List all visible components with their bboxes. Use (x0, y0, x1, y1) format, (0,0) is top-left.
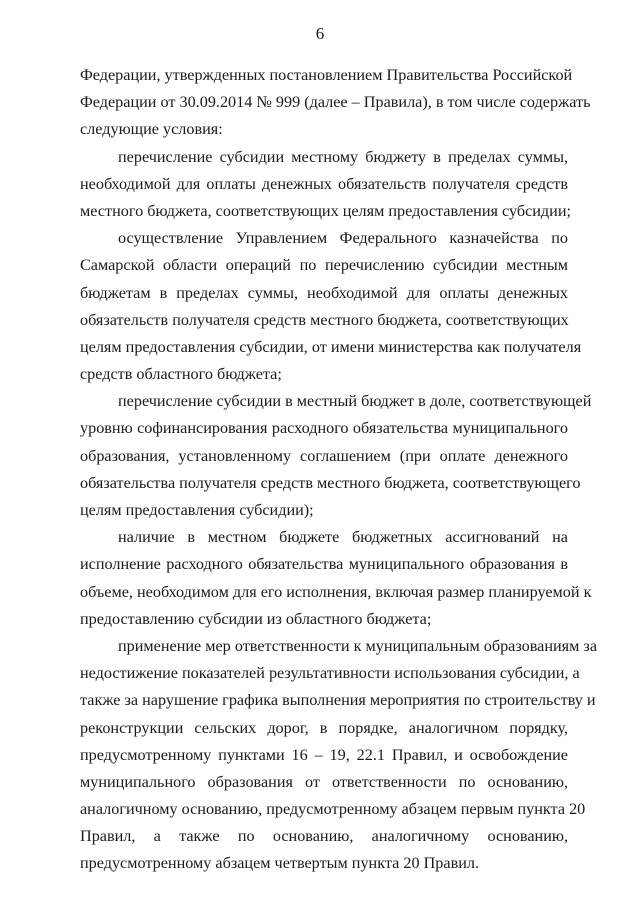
text-line: наличие в местном бюджете бюджетных ассигнований на (118, 528, 568, 547)
text-line: муниципального образования от ответственности по основанию, (80, 772, 568, 791)
document-body (80, 64, 598, 880)
text-line: уровню софинансирования расходного обязательства муниципального (80, 419, 568, 438)
paragraph (80, 390, 592, 526)
text-line: предусмотренному пунктами 16 – 19, 22.1 Правил, и освобождение (80, 745, 568, 764)
text-line: Правил, а также по основанию, аналогичному основанию, (80, 827, 568, 846)
text-line: также за нарушение графика выполнения мероприятия по строительству и (80, 691, 596, 710)
text-line: местного бюджета, соответствующих целям предоставления субсидии; (80, 201, 571, 220)
text-line: предусмотренному абзацем четвертым пункта 20 Правил. (80, 854, 480, 873)
text-line: недостижение показателей результативности использования субсидии, а (80, 664, 580, 683)
text-line: реконструкции сельских дорог, в порядке, аналогичном порядку, (80, 718, 568, 737)
text-line: перечисление субсидии в местный бюджет в доле, соответствующей (118, 392, 592, 411)
paragraph (80, 635, 598, 880)
text-line: исполнение расходного обязательства муниципального образования в (80, 555, 568, 574)
paragraph (80, 526, 592, 635)
text-line: образования, установленному соглашением (при оплате денежного (80, 446, 568, 465)
text-line: средств областного бюджета; (80, 365, 282, 384)
text-line: необходимой для оплаты денежных обязательств получателя средств (80, 174, 568, 193)
text-line: Самарской области операций по перечислению субсидии местным (80, 256, 568, 275)
page-number: 6 (315, 24, 325, 43)
text-line: обязательств получателя средств местного бюджета, соответствующих (80, 310, 569, 329)
text-line: следующие условия: (80, 120, 223, 139)
text-line: применение мер ответственности к муниципальным образованиям за (118, 636, 598, 655)
text-line: предоставлению субсидии из областного бюджета; (80, 609, 432, 628)
text-line: объеме, необходимом для его исполнения, включая размер планируемой к (80, 582, 592, 601)
text-line: аналогичному основанию, предусмотренному абзацем первым пункта 20 (80, 800, 586, 819)
paragraph (80, 64, 591, 146)
text-line: Федерации, утвержденных постановлением Правительства Российской (80, 66, 573, 84)
paragraph (80, 146, 571, 228)
text-line: целям предоставления субсидии, от имени министерства как получателя (80, 337, 582, 356)
text-line: бюджетам в пределах суммы, необходимой для оплаты денежных (80, 283, 568, 302)
text-line: перечисление субсидии местному бюджету в пределах суммы, (118, 147, 568, 166)
text-line: обязательства получателя средств местного бюджета, соответствующего (80, 473, 581, 492)
text-line: целям предоставления субсидии); (80, 501, 314, 519)
text-line: Федерации от 30.09.2014 № 999 (далее – Правила), в том числе содержать (80, 93, 591, 112)
text-line: осуществление Управлением Федерального казначейства по (118, 229, 568, 248)
paragraph (80, 227, 582, 390)
